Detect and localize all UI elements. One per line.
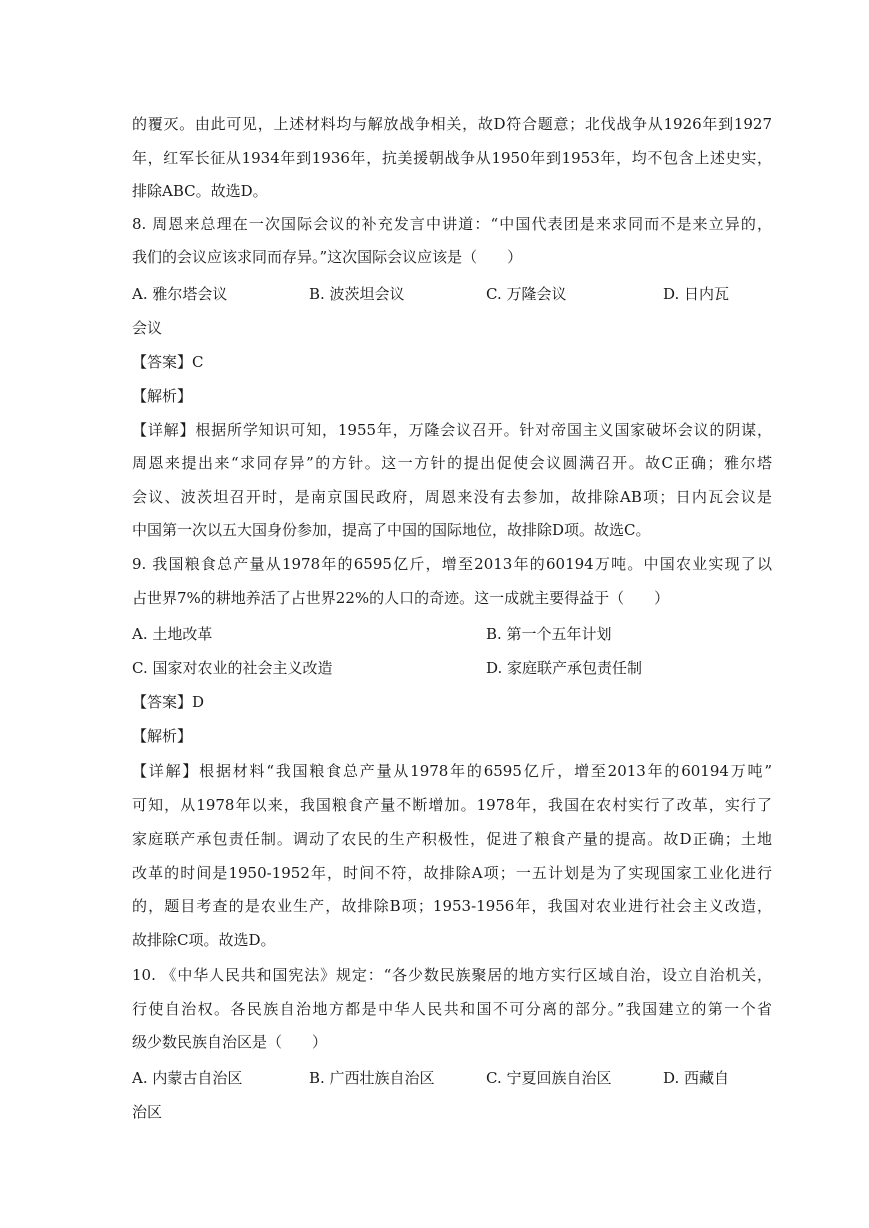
question-10-option-c: C. 宁夏回族自治区 [486,1069,612,1087]
question-8-option-c: C. 万隆会议 [486,285,567,303]
question-9-option-a: A. 土地改革 [132,625,213,643]
question-9-detail: 家庭联产承包责任制。调动了农民的生产积极性，促进了粮食产量的提高。故D正确；土地 [132,830,772,848]
question-8-stem: 我们的会议应该求同而存异。”这次国际会议应该是（ ） [132,248,523,266]
question-9-detail: 改革的时间是1950-1952年，时间不符，故排除A项；一五计划是为了实现国家工业化进行 [132,864,772,882]
question-9-option-d: D. 家庭联产承包责任制 [486,659,643,677]
text-line: 的覆灭。由此可见，上述材料均与解放战争相关，故D符合题意；北伐战争从1926年到1927 [132,115,772,133]
question-9-detail: 的，题目考查的是农业生产，故排除B项；1953-1956年，我国对农业进行社会主义改造， [132,897,772,915]
question-10-option-d-continued: 治区 [132,1103,163,1121]
question-8-answer: 【答案】C [132,353,204,371]
question-9-option-b: B. 第一个五年计划 [486,625,612,643]
question-9-detail: 故排除C项。故选D。 [132,931,276,949]
text-line: 年，红军长征从1934年到1936年，抗美援朝战争从1950年到1953年，均不包含上述史实， [132,149,772,167]
text-line: 排除ABC。故选D。 [132,182,268,200]
question-9-option-c: C. 国家对农业的社会主义改造 [132,659,333,677]
question-8-option-d: D. 日内瓦 [663,285,730,303]
question-8-analysis-label: 【解析】 [132,387,193,405]
question-8-detail: 会议、波茨坦召开时，是南京国民政府，周恩来没有去参加，故排除AB项；日内瓦会议是 [132,488,772,506]
question-9-stem: 占世界7%的耕地养活了占世界22%的人口的奇迹。这一成就主要得益于（ ） [132,589,670,607]
question-8-detail: 【详解】根据所学知识可知，1955年，万隆会议召开。针对帝国主义国家破坏会议的阴谋， [132,421,772,439]
question-10-stem: 10. 《中华人民共和国宪法》规定：“各少数民族聚居的地方实行区域自治，设立自治机关， [132,966,772,984]
question-10-option-a: A. 内蒙古自治区 [132,1069,243,1087]
question-8-stem: 8. 周恩来总理在一次国际会议的补充发言中讲道：“中国代表团是来求同而不是来立异的， [132,215,772,233]
question-8-option-d-continued: 会议 [132,319,163,337]
question-8-option-a: A. 雅尔塔会议 [132,285,228,303]
question-10-stem: 行使自治权。各民族自治地方都是中华人民共和国不可分离的部分。”我国建立的第一个省 [132,1000,772,1018]
question-9-detail: 可知，从1978年以来，我国粮食产量不断增加。1978年，我国在农村实行了改革，实行了 [132,796,772,814]
question-10-option-b: B. 广西壮族自治区 [309,1069,435,1087]
question-8-detail: 中国第一次以五大国身份参加，提高了中国的国际地位，故排除D项。故选C。 [132,521,651,539]
question-8-detail: 周恩来提出来“求同存异”的方针。这一方针的提出促使会议圆满召开。故C正确；雅尔塔 [132,454,772,472]
question-10-stem: 级少数民族自治区是（ ） [132,1033,328,1051]
question-10-option-d: D. 西藏自 [663,1069,730,1087]
question-9-stem: 9. 我国粮食总产量从1978年的6595亿斤，增至2013年的60194万吨。中国农业实现了以 [132,555,772,573]
question-8-option-b: B. 波茨坦会议 [309,285,405,303]
question-9-detail: 【详解】根据材料“我国粮食总产量从1978年的6595亿斤，增至2013年的60194万吨” [132,762,772,780]
question-9-answer: 【答案】D [132,693,205,711]
question-9-analysis-label: 【解析】 [132,727,193,745]
